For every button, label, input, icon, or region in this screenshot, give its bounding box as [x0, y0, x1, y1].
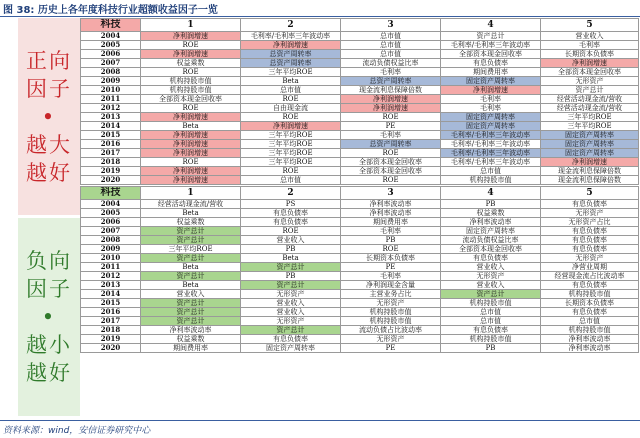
header-rank-cell: 3 [341, 187, 441, 200]
factor-cell: 机构持股市值 [441, 335, 541, 344]
factor-cell: 有息负债率 [541, 308, 639, 317]
year-cell: 2009 [81, 245, 141, 254]
factor-cell: 机构持股市值 [141, 86, 241, 95]
factor-cell: 有息负债率 [441, 254, 541, 263]
factor-cell: 无形资产 [541, 77, 639, 86]
year-cell: 2006 [81, 50, 141, 59]
factor-cell: 经营现金流占比波动率 [541, 272, 639, 281]
table-header-row [81, 187, 639, 200]
year-cell: 2008 [81, 68, 141, 77]
year-cell: 2019 [81, 167, 141, 176]
year-cell: 2019 [81, 335, 141, 344]
table-row [81, 299, 639, 308]
factor-cell: Beta [241, 254, 341, 263]
factor-cell: 有息负债率 [441, 59, 541, 68]
factor-cell: 无形资产 [341, 335, 441, 344]
factor-cell: 三年平均ROE [241, 149, 341, 158]
factor-cell: 有息负债率 [441, 326, 541, 335]
factor-cell: 净利润现金含量 [341, 281, 441, 290]
factor-cell: 毛利率 [341, 227, 441, 236]
table-row [81, 176, 639, 185]
table-row [81, 254, 639, 263]
header-rank-cell: 1 [141, 187, 241, 200]
factor-cell: 毛利率/毛利率三年波动率 [441, 149, 541, 158]
source-note: 资料来源：wind，安信证券研究中心 [3, 426, 151, 436]
factor-cell: 全部资本现金回收率 [541, 68, 639, 77]
factor-cell: 权益乘数 [141, 59, 241, 68]
factor-cell: 总资产周转率 [241, 50, 341, 59]
factor-cell: 资产总计 [141, 254, 241, 263]
factor-cell: 全部资本现金回收率 [441, 50, 541, 59]
header-rank-cell: 3 [341, 19, 441, 32]
factor-cell: 长期资本负债率 [541, 299, 639, 308]
year-cell: 2017 [81, 149, 141, 158]
table-row [81, 290, 639, 299]
factor-cell: Beta [241, 77, 341, 86]
table-row [81, 263, 639, 272]
factor-cell: 固定资产周转率 [441, 77, 541, 86]
factor-table [80, 18, 639, 353]
factor-cell: 固定资产周转率 [441, 113, 541, 122]
table-row [81, 272, 639, 281]
factor-cell: 权益乘数 [141, 335, 241, 344]
factor-cell: 现金流利息保障倍数 [341, 86, 441, 95]
factor-cell: 资产总计 [441, 32, 541, 41]
factor-cell: 资产总计 [141, 227, 241, 236]
bottom-label-line: • [41, 305, 57, 329]
factor-cell: 净利润增速 [141, 140, 241, 149]
year-cell: 2007 [81, 227, 141, 236]
factor-table-body [81, 19, 639, 353]
table-row [81, 95, 639, 104]
factor-cell: 期间费用率 [441, 68, 541, 77]
factor-cell: 净利润增速 [141, 131, 241, 140]
year-cell: 2008 [81, 236, 141, 245]
factor-cell: 净利率波动率 [441, 218, 541, 227]
factor-cell: 资产总计 [441, 290, 541, 299]
year-cell: 2011 [81, 263, 141, 272]
table-row [81, 227, 639, 236]
factor-cell: ROE [241, 227, 341, 236]
factor-cell: 流动负债占比波动率 [341, 326, 441, 335]
factor-cell: Beta [141, 263, 241, 272]
factor-cell: 营业收入 [241, 299, 341, 308]
factor-cell: 有息负债率 [541, 281, 639, 290]
factor-cell: 净利润增速 [241, 122, 341, 131]
factor-cell: 毛利率 [341, 272, 441, 281]
year-cell: 2005 [81, 41, 141, 50]
table-row [81, 131, 639, 140]
year-cell: 2017 [81, 317, 141, 326]
factor-cell: ROE [341, 113, 441, 122]
table-row [81, 209, 639, 218]
factor-cell: 固定资产周转率 [541, 140, 639, 149]
factor-cell: 全部资本现金回收率 [341, 158, 441, 167]
factor-cell: 营业收入 [441, 281, 541, 290]
table-row [81, 236, 639, 245]
header-rank-cell: 4 [441, 187, 541, 200]
factor-cell: 机构持股市值 [441, 176, 541, 185]
factor-cell: 机构持股市值 [341, 308, 441, 317]
factor-cell: 有息负债率 [541, 236, 639, 245]
factor-cell: 三年平均ROE [541, 113, 639, 122]
table-row [81, 281, 639, 290]
factor-cell: ROE [341, 176, 441, 185]
factor-cell: 毛利率/毛利率三年波动率 [241, 32, 341, 41]
table-row [81, 140, 639, 149]
factor-cell: 毛利率/毛利率三年波动率 [441, 131, 541, 140]
factor-cell: 无形资产 [341, 299, 441, 308]
header-sector-cell: 科技 [81, 187, 141, 200]
factor-cell: 净利率波动率 [541, 335, 639, 344]
bottom-label-line: 因子 [26, 277, 72, 301]
factor-cell: ROE [141, 104, 241, 113]
year-cell: 2005 [81, 209, 141, 218]
factor-cell: 三年平均ROE [541, 122, 639, 131]
factor-cell: 毛利率 [541, 41, 639, 50]
table-row [81, 104, 639, 113]
header-rank-cell: 4 [441, 19, 541, 32]
table-row [81, 68, 639, 77]
negative-factor-label [18, 218, 80, 416]
factor-cell: 无形资产占比 [541, 218, 639, 227]
year-cell: 2004 [81, 32, 141, 41]
factor-cell: 权益乘数 [441, 209, 541, 218]
table-row [81, 50, 639, 59]
factor-cell: 有息负债率 [541, 245, 639, 254]
factor-cell: 经营活动现金流/营收 [541, 95, 639, 104]
factor-cell: 总资产周转率 [341, 77, 441, 86]
year-cell: 2018 [81, 158, 141, 167]
factor-cell: ROE [241, 167, 341, 176]
year-cell: 2014 [81, 122, 141, 131]
factor-cell: 净利润增速 [141, 176, 241, 185]
factor-cell: 三年平均ROE [241, 131, 341, 140]
factor-cell: 期间费用率 [141, 344, 241, 353]
header-rank-cell: 5 [541, 187, 639, 200]
table-row [81, 317, 639, 326]
factor-cell: 资产总计 [241, 326, 341, 335]
factor-cell: 有息负债率 [541, 227, 639, 236]
factor-cell: 毛利率 [341, 68, 441, 77]
factor-cell: 资产总计 [141, 272, 241, 281]
top-label-line: 正向 [26, 48, 72, 73]
factor-cell: 无形资产 [241, 317, 341, 326]
factor-cell: 三年平均ROE [241, 140, 341, 149]
factor-cell: 总市值 [441, 167, 541, 176]
factor-cell: PB [241, 272, 341, 281]
factor-cell: ROE [341, 245, 441, 254]
positive-factor-label [18, 18, 80, 215]
year-cell: 2009 [81, 77, 141, 86]
factor-cell: 净利润增速 [141, 167, 241, 176]
factor-cell: 全部资本现金回收率 [341, 167, 441, 176]
table-row [81, 122, 639, 131]
factor-cell: 机构持股市值 [541, 326, 639, 335]
factor-cell: 机构持股市值 [541, 290, 639, 299]
factor-cell: PB [341, 236, 441, 245]
factor-cell: 经营活动现金流/营收 [141, 200, 241, 209]
factor-cell: 长期资本负债率 [541, 50, 639, 59]
factor-cell: 经营活动现金流/营收 [541, 104, 639, 113]
factor-cell: 资产总计 [141, 308, 241, 317]
table-row [81, 41, 639, 50]
year-cell: 2018 [81, 326, 141, 335]
factor-cell: 固定资产周转率 [441, 227, 541, 236]
bottom-label-line: 负向 [26, 249, 72, 273]
factor-cell: 固定资产周转率 [241, 344, 341, 353]
factor-cell: 长期资本负债率 [341, 254, 441, 263]
factor-cell: 资产总计 [241, 281, 341, 290]
year-cell: 2020 [81, 176, 141, 185]
factor-cell: ROE [241, 113, 341, 122]
factor-cell: 总市值 [441, 317, 541, 326]
year-cell: 2011 [81, 95, 141, 104]
factor-cell: 毛利率/毛利率三年波动率 [441, 41, 541, 50]
factor-cell: 现金流利息保障倍数 [541, 167, 639, 176]
factor-cell: 主营业务占比 [341, 290, 441, 299]
factor-cell: 净利润增速 [141, 32, 241, 41]
year-cell: 2012 [81, 104, 141, 113]
header-rank-cell: 1 [141, 19, 241, 32]
table-row [81, 344, 639, 353]
factor-cell: PB [241, 245, 341, 254]
factor-cell: 净利率波动率 [141, 326, 241, 335]
factor-cell: 毛利率/毛利率三年波动率 [441, 140, 541, 149]
factor-cell: 无形资产 [541, 209, 639, 218]
factor-cell: PE [341, 263, 441, 272]
year-cell: 2013 [81, 113, 141, 122]
table-row [81, 158, 639, 167]
factor-cell: 机构持股市值 [441, 299, 541, 308]
factor-cell: PE [341, 344, 441, 353]
table-row [81, 86, 639, 95]
factor-cell: PE [341, 122, 441, 131]
bottom-label-line: 越小 [26, 333, 72, 357]
table-row [81, 335, 639, 344]
factor-cell: PS [241, 200, 341, 209]
factor-cell: 毛利率 [441, 104, 541, 113]
factor-cell: 净利率波动率 [341, 209, 441, 218]
factor-cell: 毛利率 [441, 95, 541, 104]
factor-cell: 净利润增速 [541, 158, 639, 167]
table-row [81, 308, 639, 317]
year-cell: 2014 [81, 290, 141, 299]
year-cell: 2016 [81, 140, 141, 149]
factor-cell: 无形资产 [541, 254, 639, 263]
factor-cell: 自由现金流 [241, 104, 341, 113]
factor-cell: 净利润增速 [341, 104, 441, 113]
factor-cell: 净利润增速 [341, 95, 441, 104]
table-row [81, 245, 639, 254]
year-cell: 2020 [81, 344, 141, 353]
table-row [81, 200, 639, 209]
year-cell: 2007 [81, 59, 141, 68]
factor-cell: 有息负债率 [541, 200, 639, 209]
year-cell: 2010 [81, 254, 141, 263]
factor-cell: 有息负债率 [241, 209, 341, 218]
factor-cell: 三年平均ROE [141, 245, 241, 254]
table-row [81, 77, 639, 86]
year-cell: 2015 [81, 131, 141, 140]
header-rank-cell: 2 [241, 187, 341, 200]
header-rank-cell: 2 [241, 19, 341, 32]
year-cell: 2012 [81, 272, 141, 281]
factor-cell: 净利润增速 [441, 86, 541, 95]
factor-cell: 总市值 [241, 86, 341, 95]
factor-cell: PB [441, 344, 541, 353]
factor-cell: 无形资产 [441, 272, 541, 281]
factor-cell: 总市值 [341, 32, 441, 41]
factor-cell: Beta [141, 281, 241, 290]
header-rank-cell: 5 [541, 19, 639, 32]
factor-cell: 净营业周期 [541, 263, 639, 272]
factor-cell: 无形资产 [241, 290, 341, 299]
factor-cell: 净利率波动率 [341, 200, 441, 209]
factor-cell: 净利润增速 [141, 113, 241, 122]
factor-cell: 毛利率 [341, 131, 441, 140]
factor-cell: 营业收入 [541, 32, 639, 41]
factor-cell: 总市值 [241, 176, 341, 185]
factor-cell: 净利润增速 [141, 149, 241, 158]
table-row [81, 113, 639, 122]
figure-title: 图 38: 历史上各年度科技行业超额收益因子一览 [3, 5, 218, 16]
factor-cell: 资产总计 [141, 236, 241, 245]
year-cell: 2015 [81, 299, 141, 308]
factor-cell: 全部资本现金回收率 [141, 95, 241, 104]
factor-cell: ROE [141, 41, 241, 50]
table-row [81, 167, 639, 176]
factor-cell: 总市值 [441, 308, 541, 317]
factor-cell: 净利润增速 [541, 59, 639, 68]
factor-cell: 营业收入 [241, 236, 341, 245]
factor-cell: 总资产周转率 [241, 59, 341, 68]
year-cell: 2010 [81, 86, 141, 95]
factor-cell: 净利润增速 [241, 41, 341, 50]
top-label-line: 因子 [26, 76, 72, 101]
factor-cell: 固定资产周转率 [541, 149, 639, 158]
footer-divider [0, 420, 640, 421]
factor-cell: 有息负债率 [241, 218, 341, 227]
factor-cell: 毛利率/毛利率三年波动率 [441, 158, 541, 167]
factor-cell: 流动负债权益比率 [441, 236, 541, 245]
year-cell: 2006 [81, 218, 141, 227]
top-label-line: 越好 [26, 160, 72, 185]
top-label-line: • [41, 104, 57, 129]
table-header-row [81, 19, 639, 32]
table-row [81, 32, 639, 41]
factor-cell: 三年平均ROE [241, 158, 341, 167]
factor-cell: 总市值 [341, 50, 441, 59]
factor-cell: 营业收入 [441, 263, 541, 272]
table-row [81, 218, 639, 227]
factor-cell: Beta [141, 122, 241, 131]
factor-cell: 净利率波动率 [541, 344, 639, 353]
factor-cell: 三年平均ROE [241, 68, 341, 77]
factor-cell: 营业收入 [241, 308, 341, 317]
factor-cell: 资产总计 [541, 86, 639, 95]
bottom-label-line: 越好 [26, 361, 72, 385]
factor-cell: 有息负债率 [241, 335, 341, 344]
factor-cell: 总资产周转率 [341, 140, 441, 149]
factor-cell: PB [441, 200, 541, 209]
factor-cell: ROE [341, 149, 441, 158]
factor-cell: 期间费用率 [341, 218, 441, 227]
factor-cell: 资产总计 [141, 299, 241, 308]
table-row [81, 149, 639, 158]
factor-cell: 权益乘数 [141, 218, 241, 227]
title-bar [0, 0, 640, 17]
factor-cell: ROE [141, 68, 241, 77]
factor-cell: 机构持股市值 [141, 77, 241, 86]
factor-cell: 总市值 [341, 41, 441, 50]
table-row [81, 326, 639, 335]
factor-cell: 资产总计 [241, 263, 341, 272]
factor-cell: ROE [141, 158, 241, 167]
factor-cell: 固定资产周转率 [441, 122, 541, 131]
factor-cell: ROE [241, 95, 341, 104]
factor-cell: 资产总计 [141, 317, 241, 326]
year-cell: 2004 [81, 200, 141, 209]
factor-cell: 流动负债权益比率 [341, 59, 441, 68]
factor-cell: 机构持股市值 [341, 317, 441, 326]
header-sector-cell: 科技 [81, 19, 141, 32]
factor-cell: 营业收入 [141, 290, 241, 299]
year-cell: 2013 [81, 281, 141, 290]
year-cell: 2016 [81, 308, 141, 317]
table-row [81, 59, 639, 68]
factor-cell: 现金流利息保障倍数 [541, 176, 639, 185]
factor-cell: 总市值 [541, 317, 639, 326]
factor-cell: 固定资产周转率 [541, 131, 639, 140]
top-label-line: 越大 [26, 132, 72, 157]
factor-cell: Beta [141, 209, 241, 218]
factor-cell: 净利润增速 [141, 50, 241, 59]
factor-cell: 全部资本现金回收率 [441, 245, 541, 254]
